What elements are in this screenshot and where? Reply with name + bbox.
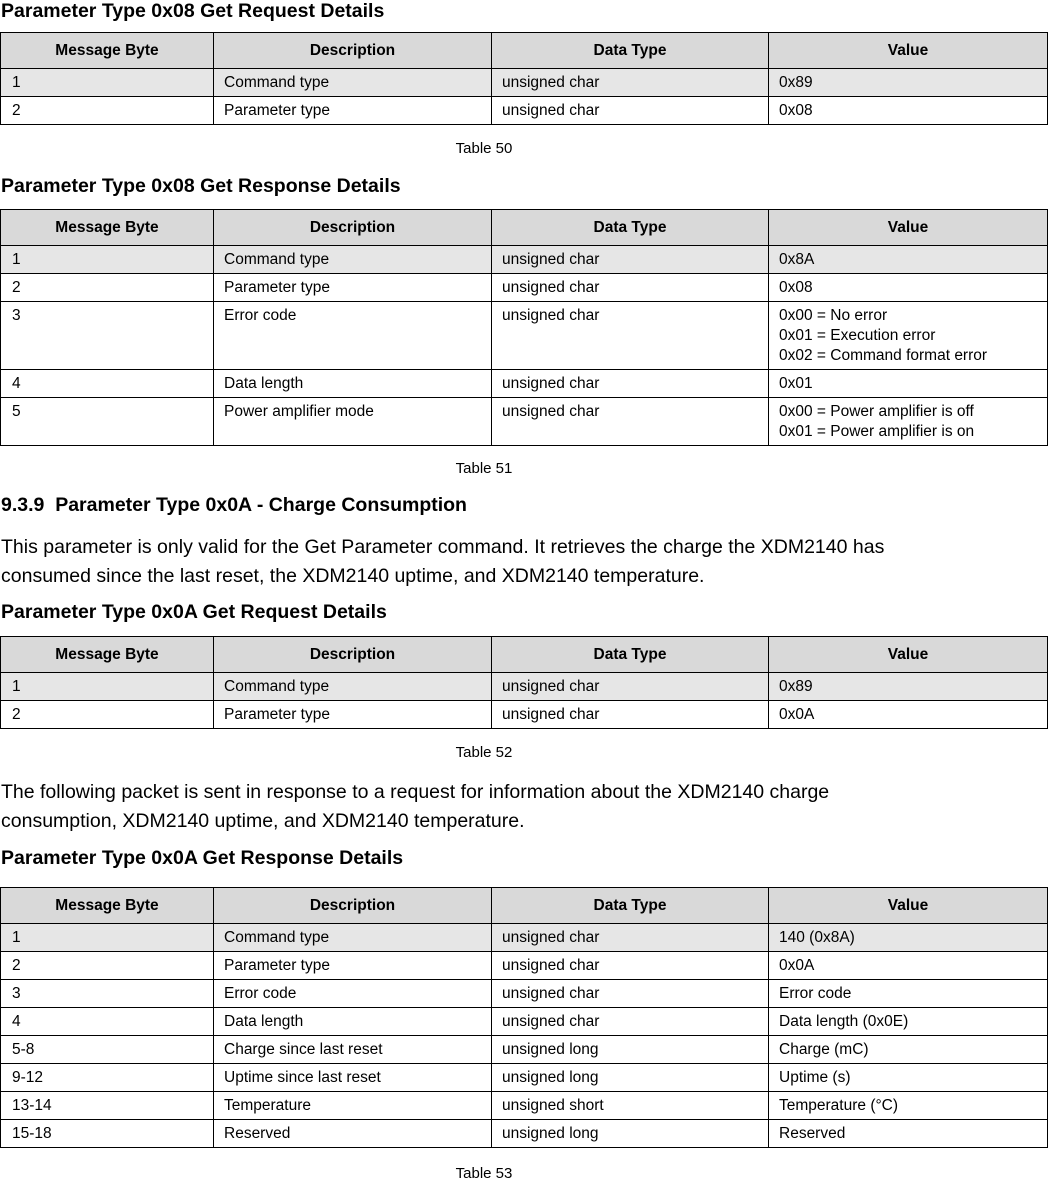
column-header: Message Byte <box>1 888 214 924</box>
table-row <box>1 69 1048 97</box>
table-cell: Uptime (s) <box>769 1064 1048 1092</box>
table-cell: unsigned long <box>492 1064 769 1092</box>
table-cell: 15-18 <box>1 1120 214 1148</box>
table-cell: Command type <box>214 69 492 97</box>
table-cell: 0x00 = Power amplifier is off 0x01 = Power amplifier is on <box>769 398 1048 446</box>
column-header: Value <box>769 888 1048 924</box>
table-cell: Error code <box>214 980 492 1008</box>
table-cell: 13-14 <box>1 1092 214 1120</box>
table-cell: 0x08 <box>769 97 1048 125</box>
column-header: Data Type <box>492 210 769 246</box>
table-cell: unsigned char <box>492 274 769 302</box>
table-caption: Table 50 <box>455 140 513 157</box>
table-cell: unsigned char <box>492 398 769 446</box>
table-title: Parameter Type 0x08 Get Response Details <box>1 175 401 197</box>
column-header: Data Type <box>492 33 769 69</box>
table-cell: Reserved <box>769 1120 1048 1148</box>
response-details-table-0x0a <box>0 887 1048 1148</box>
table-cell: Parameter type <box>214 952 492 980</box>
table-cell: unsigned char <box>492 701 769 729</box>
table-cell: 3 <box>1 302 214 370</box>
table-cell: unsigned short <box>492 1092 769 1120</box>
table-row <box>1 924 1048 952</box>
column-header: Message Byte <box>1 210 214 246</box>
table-cell: Error code <box>214 302 492 370</box>
table-row <box>1 302 1048 370</box>
table-cell: 1 <box>1 924 214 952</box>
column-header: Description <box>214 888 492 924</box>
table-cell: 4 <box>1 370 214 398</box>
section-paragraph: This parameter is only valid for the Get Parameter command. It retrieves the charge the XDM2140 has consumed since the last reset, the XDM2140 uptime, and XDM2140 temperature. <box>1 536 885 587</box>
table-cell: Power amplifier mode <box>214 398 492 446</box>
table-cell: 0x8A <box>769 246 1048 274</box>
column-header: Description <box>214 210 492 246</box>
table-cell: 2 <box>1 701 214 729</box>
table-row <box>1 1120 1048 1148</box>
table-cell: 2 <box>1 97 214 125</box>
table-cell: unsigned char <box>492 97 769 125</box>
table-cell: Command type <box>214 673 492 701</box>
table-row <box>1 274 1048 302</box>
table-cell: unsigned char <box>492 980 769 1008</box>
response-details-table-0x08 <box>0 209 1048 446</box>
table-cell: unsigned char <box>492 924 769 952</box>
table-row <box>1 97 1048 125</box>
section-paragraph: The following packet is sent in response to a request for information about the XDM2140 charge consumption, XDM2140 uptime, and XDM2140 temperature. <box>1 781 830 832</box>
table-row <box>1 1008 1048 1036</box>
column-header: Data Type <box>492 637 769 673</box>
table-row <box>1 1064 1048 1092</box>
table-cell: Data length <box>214 1008 492 1036</box>
table-cell: unsigned char <box>492 246 769 274</box>
table-row <box>1 701 1048 729</box>
table-header-row <box>1 210 1048 246</box>
table-row <box>1 370 1048 398</box>
table-cell: 0x0A <box>769 701 1048 729</box>
table-cell: unsigned char <box>492 1008 769 1036</box>
table-title: Parameter Type 0x0A Get Response Details <box>1 847 404 869</box>
table-cell: unsigned char <box>492 952 769 980</box>
table-cell: unsigned char <box>492 370 769 398</box>
table-cell: Data length (0x0E) <box>769 1008 1048 1036</box>
table-cell: Parameter type <box>214 274 492 302</box>
table-cell: 5-8 <box>1 1036 214 1064</box>
table-cell: 2 <box>1 274 214 302</box>
table-row <box>1 952 1048 980</box>
column-header: Description <box>214 33 492 69</box>
table-cell: 9-12 <box>1 1064 214 1092</box>
table-row <box>1 398 1048 446</box>
table-cell: Parameter type <box>214 97 492 125</box>
table-cell: Command type <box>214 246 492 274</box>
table-cell: 0x0A <box>769 952 1048 980</box>
table-header-row <box>1 637 1048 673</box>
table-header-row <box>1 33 1048 69</box>
table-caption: Table 51 <box>455 460 513 477</box>
table-cell: unsigned char <box>492 69 769 97</box>
table-cell: 4 <box>1 1008 214 1036</box>
table-cell: Parameter type <box>214 701 492 729</box>
table-row <box>1 1036 1048 1064</box>
table-cell: Reserved <box>214 1120 492 1148</box>
table-title: Parameter Type 0x08 Get Request Details <box>1 0 385 22</box>
column-header: Message Byte <box>1 33 214 69</box>
table-cell: Temperature (°C) <box>769 1092 1048 1120</box>
table-cell: 2 <box>1 952 214 980</box>
table-cell: Charge since last reset <box>214 1036 492 1064</box>
request-details-table-0x08 <box>0 32 1048 125</box>
table-row <box>1 246 1048 274</box>
table-cell: unsigned long <box>492 1120 769 1148</box>
table-cell: Temperature <box>214 1092 492 1120</box>
table-cell: 0x01 <box>769 370 1048 398</box>
request-details-table-0x0a <box>0 636 1048 729</box>
table-cell: Uptime since last reset <box>214 1064 492 1092</box>
column-header: Description <box>214 637 492 673</box>
table-cell: Error code <box>769 980 1048 1008</box>
column-header: Value <box>769 637 1048 673</box>
table-caption: Table 52 <box>455 744 513 761</box>
table-cell: 0x89 <box>769 69 1048 97</box>
table-row <box>1 673 1048 701</box>
table-row <box>1 980 1048 1008</box>
table-cell: unsigned long <box>492 1036 769 1064</box>
column-header: Value <box>769 210 1048 246</box>
table-cell: 140 (0x8A) <box>769 924 1048 952</box>
table-cell: unsigned char <box>492 302 769 370</box>
table-cell: Data length <box>214 370 492 398</box>
column-header: Message Byte <box>1 637 214 673</box>
table-cell: 5 <box>1 398 214 446</box>
table-cell: 0x08 <box>769 274 1048 302</box>
table-cell: 3 <box>1 980 214 1008</box>
column-header: Value <box>769 33 1048 69</box>
table-caption: Table 53 <box>455 1165 513 1182</box>
table-cell: 1 <box>1 673 214 701</box>
table-title: Parameter Type 0x0A Get Request Details <box>1 601 387 623</box>
table-cell: 0x89 <box>769 673 1048 701</box>
column-header: Data Type <box>492 888 769 924</box>
table-row <box>1 1092 1048 1120</box>
table-cell: 1 <box>1 69 214 97</box>
table-cell: 1 <box>1 246 214 274</box>
table-cell: unsigned char <box>492 673 769 701</box>
table-cell: Charge (mC) <box>769 1036 1048 1064</box>
table-header-row <box>1 888 1048 924</box>
section-heading: 9.3.9 Parameter Type 0x0A - Charge Consumption <box>1 494 467 516</box>
table-cell: 0x00 = No error 0x01 = Execution error 0x02 = Command format error <box>769 302 1048 370</box>
table-cell: Command type <box>214 924 492 952</box>
